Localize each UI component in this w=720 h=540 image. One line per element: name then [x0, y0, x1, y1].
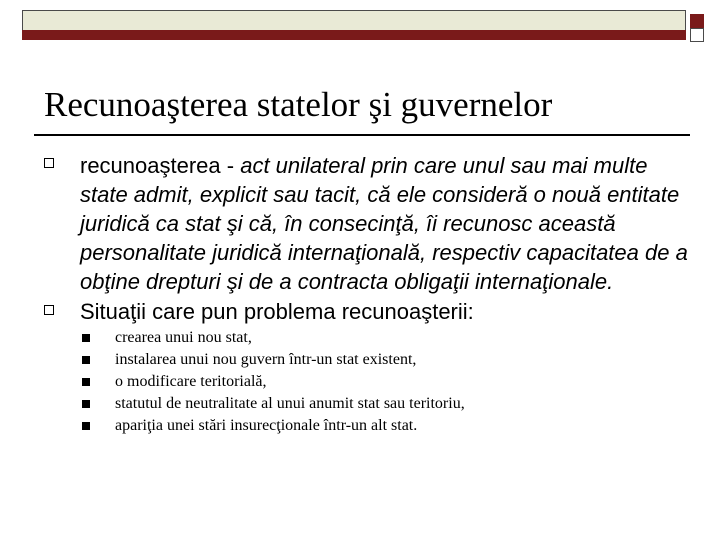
list-item: [82, 349, 465, 371]
list-item-text: apariţia unei stări insurecţionale într-un alt stat.: [115, 417, 418, 434]
filled-square-bullet-icon: [82, 356, 90, 364]
filled-square-bullet-icon: [82, 400, 90, 408]
filled-square-bullet-icon: [82, 378, 90, 386]
header-stripe: [22, 30, 686, 40]
square-bullet-icon: [44, 305, 54, 315]
filled-square-bullet-icon: [82, 334, 90, 342]
situations-list: [82, 327, 465, 437]
definition-text: act unilateral prin care unul sau mai multe state admit, explicit sau tacit, că ele consideră o nouă entitate juridică ca stat şi că, în consecinţă, îi recunosc această personalitate juridică internaţională, respectiv capacitatea de a obţine drepturi şi de a contracta obligaţii internaţionale.: [80, 153, 688, 294]
corner-square-filled: [690, 14, 704, 28]
corner-square-outline: [690, 28, 704, 42]
list-item-text: instalarea unui nou guvern într-un stat existent,: [115, 351, 417, 368]
list-item-text: statutul de neutralitate al unui anumit stat sau teritoriu,: [115, 395, 465, 412]
list-item: [82, 327, 465, 349]
bullet-situations: Situaţii care pun problema recunoaşterii:: [80, 299, 474, 324]
list-item: [82, 393, 465, 415]
definition-term: recunoaşterea: [80, 153, 221, 178]
list-item-text: crearea unui nou stat,: [115, 329, 252, 346]
filled-square-bullet-icon: [82, 422, 90, 430]
square-bullet-icon: [44, 158, 54, 168]
title-divider: [34, 134, 690, 136]
definition-separator: -: [220, 153, 241, 178]
bullet-definition: [80, 151, 690, 296]
list-item: [82, 415, 465, 437]
list-item: [82, 371, 465, 393]
slide-title: Recunoaşterea statelor şi guvernelor: [44, 85, 553, 124]
list-item-text: o modificare teritorială,: [115, 373, 267, 390]
